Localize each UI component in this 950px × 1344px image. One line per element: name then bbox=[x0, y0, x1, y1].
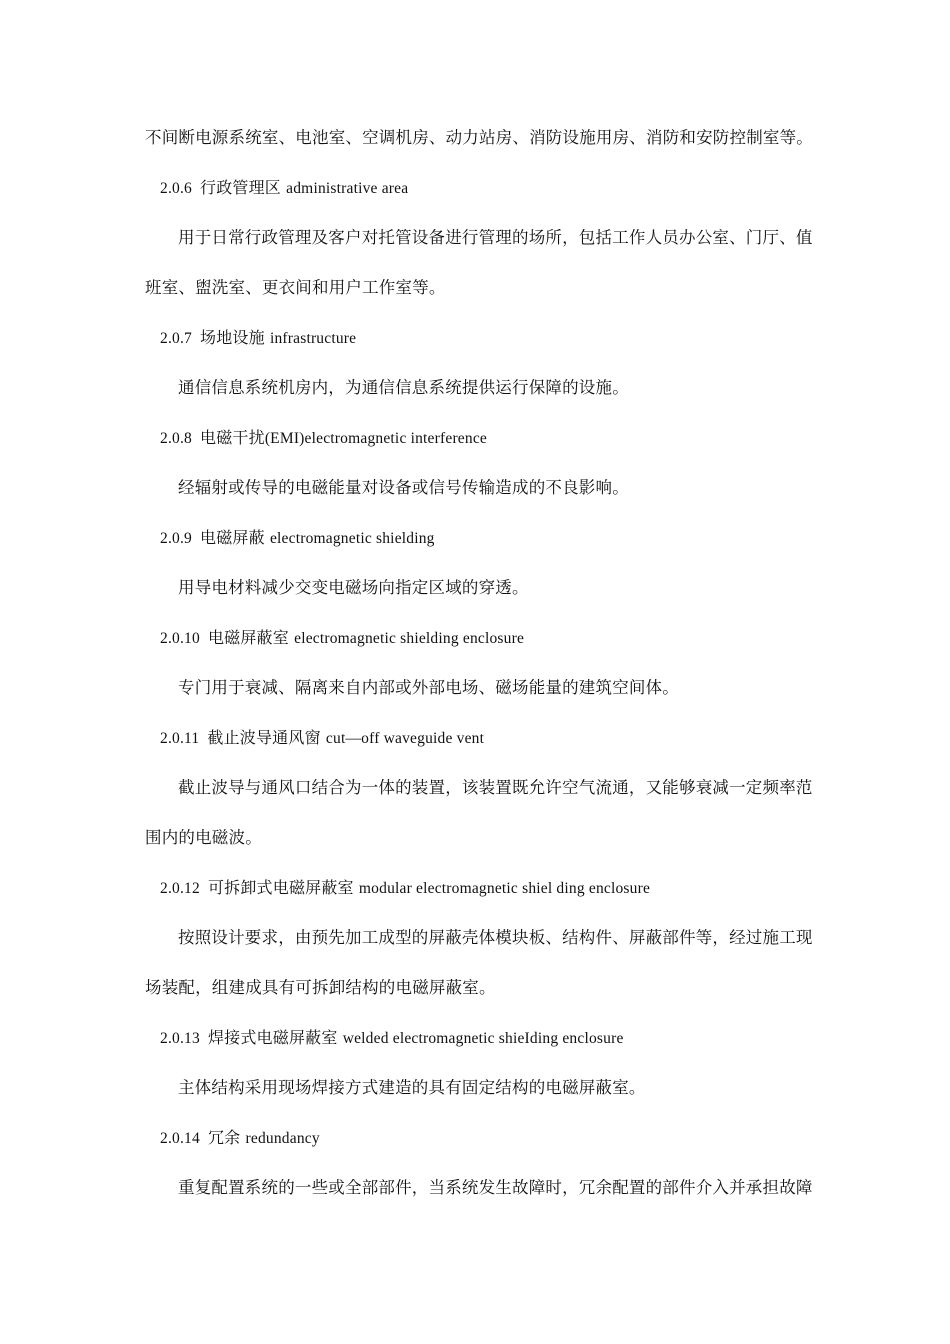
term-number: 2.0.10 bbox=[160, 630, 200, 647]
definition-line: 按照设计要求，由预先加工成型的屏蔽壳体模块板、结构件、屏蔽部件等，经过施工现 bbox=[178, 928, 813, 947]
term-heading bbox=[160, 428, 487, 449]
term-heading bbox=[160, 178, 408, 199]
definition-line: 通信信息系统机房内，为通信信息系统提供运行保障的设施。 bbox=[178, 378, 629, 397]
term-english: administrative area bbox=[286, 180, 409, 197]
definition-line: 经辐射或传导的电磁能量对设备或信号传输造成的不良影响。 bbox=[178, 478, 629, 497]
term-english: cut—off waveguide vent bbox=[325, 730, 485, 747]
term-chinese: 截止波导通风窗 bbox=[207, 728, 321, 747]
term-english: electromagnetic shielding enclosure bbox=[294, 630, 525, 647]
term-english: electromagnetic shielding bbox=[269, 530, 435, 547]
term-heading bbox=[160, 328, 356, 349]
term-english: infrastructure bbox=[269, 330, 357, 347]
term-chinese: 场地设施 bbox=[200, 328, 265, 347]
term-chinese: 电磁屏蔽 bbox=[200, 528, 265, 547]
term-number: 2.0.14 bbox=[160, 1130, 200, 1147]
definition-line: 重复配置系统的一些或全部部件，当系统发生故障时，冗余配置的部件介入并承担故障 bbox=[178, 1178, 813, 1197]
definition-line: 用导电材料减少交变电磁场向指定区域的穿透。 bbox=[178, 578, 529, 597]
definition-line: 班室、盥洗室、更衣间和用户工作室等。 bbox=[145, 278, 446, 297]
term-chinese: 电磁干扰 bbox=[200, 428, 265, 447]
term-number: 2.0.8 bbox=[160, 430, 192, 447]
term-number: 2.0.12 bbox=[160, 880, 200, 897]
definition-line: 专门用于衰减、隔离来自内部或外部电场、磁场能量的建筑空间体。 bbox=[178, 678, 679, 697]
definition-line: 截止波导与通风口结合为一体的装置，该装置既允许空气流通，又能够衰减一定频率范 bbox=[178, 778, 813, 797]
term-heading bbox=[160, 728, 484, 749]
term-english: (EMI)electromagnetic interference bbox=[264, 430, 487, 447]
definition-line: 用于日常行政管理及客户对托管设备进行管理的场所，包括工作人员办公室、门厅、值 bbox=[178, 228, 813, 247]
term-heading bbox=[160, 878, 650, 899]
term-english: welded electromagnetic shieIding enclosure bbox=[342, 1030, 624, 1047]
definition-line: 场装配，组建成具有可拆卸结构的电磁屏蔽室。 bbox=[145, 978, 496, 997]
definition-line: 主体结构采用现场焊接方式建造的具有固定结构的电磁屏蔽室。 bbox=[178, 1078, 646, 1097]
term-chinese: 冗余 bbox=[207, 1128, 241, 1147]
term-chinese: 焊接式电磁屏蔽室 bbox=[207, 1028, 338, 1047]
term-english: modular electromagnetic shiel ding enclosure bbox=[358, 880, 651, 897]
term-chinese: 行政管理区 bbox=[200, 178, 282, 197]
term-heading bbox=[160, 528, 435, 549]
term-chinese: 电磁屏蔽室 bbox=[207, 628, 289, 647]
term-number: 2.0.9 bbox=[160, 530, 192, 547]
term-number: 2.0.11 bbox=[160, 730, 200, 747]
term-number: 2.0.6 bbox=[160, 180, 192, 197]
term-number: 2.0.7 bbox=[160, 330, 192, 347]
term-english: redundancy bbox=[245, 1130, 320, 1147]
definition-line: 围内的电磁波。 bbox=[145, 828, 262, 847]
continuation-text: 不间断电源系统室、电池室、空调机房、动力站房、消防设施用房、消防和安防控制室等。 bbox=[145, 128, 813, 147]
term-heading bbox=[160, 1128, 320, 1149]
term-chinese: 可拆卸式电磁屏蔽室 bbox=[207, 878, 354, 897]
term-number: 2.0.13 bbox=[160, 1030, 200, 1047]
term-heading bbox=[160, 1028, 624, 1049]
term-heading bbox=[160, 628, 524, 649]
